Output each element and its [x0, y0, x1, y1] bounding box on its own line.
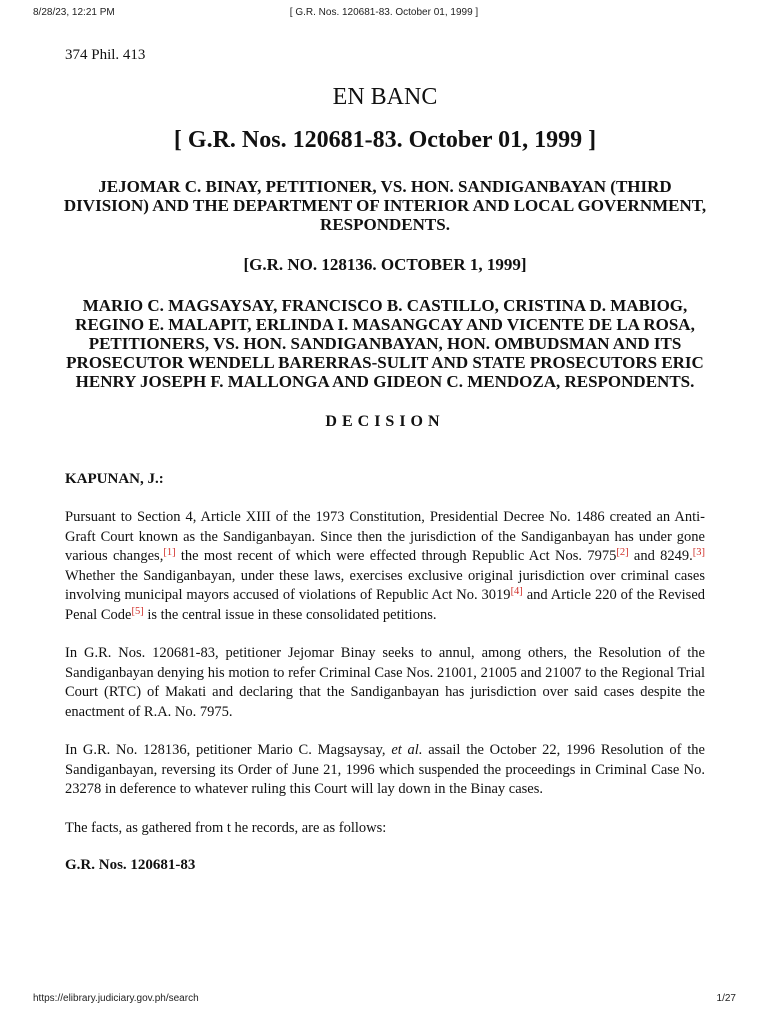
footnote-link-3[interactable]: [3] — [692, 547, 706, 558]
citation: 374 Phil. 413 — [65, 47, 146, 63]
paragraph-text: and Article 220 of the Revised Penal Code — [65, 587, 705, 623]
case-number-2: [G.R. NO. 128136. OCTOBER 1, 1999] — [243, 255, 527, 274]
footnote-link-2[interactable]: [2] — [616, 547, 629, 558]
paragraph-magsaysay — [65, 741, 705, 800]
document-body — [65, 47, 705, 874]
print-url: https://elibrary.judiciary.gov.ph/search — [33, 993, 199, 1004]
emphasis-text: et al. — [391, 742, 423, 758]
paragraph-text: Whether the Sandiganbayan, under these laws, exercises exclusive original jurisdiction over criminal cases involving municipal mayors accused of violations of Republic Act No. 3019 — [65, 567, 705, 603]
ponente: KAPUNAN, J.: — [65, 471, 164, 487]
paragraph-facts: The facts, as gathered from t he records, are as follows: — [65, 819, 387, 836]
paragraph-text: Pursuant to Section 4, Article XIII of the 1973 Constitution, Presidential Decree No. 1486 created an Anti-Graft Court known as the Sandiganbayan. Since then the jurisdiction of the Sandiganbayan has under gone various changes, — [65, 509, 705, 564]
section-subheading: G.R. Nos. 120681-83 — [65, 857, 196, 873]
print-page-number: 1/27 — [716, 993, 736, 1004]
footnote-link-5[interactable]: [5] — [131, 605, 144, 617]
footnote-link-1[interactable]: [1] — [163, 547, 176, 558]
parties-heading-2: MARIO C. MAGSAYSAY, FRANCISCO B. CASTILLO, CRISTINA D. MABIOG, REGINO E. MALAPIT, ERLINDA I. MASANGCAY AND VICENTE DE LA ROSA, PETITIONERS, VS. HON. SANDIGANBAYAN, HON. OMBUDSMAN AND ITS PROSECUTOR WENDELL BARERRAS-SULIT AND STATE PROSECUTORS ERIC HENRY JOSEPH F. MALLONGA AND GIDEON C. MENDOZA, RESPONDENTS. — [66, 296, 704, 391]
parties-heading-1: JEJOMAR C. BINAY, PETITIONER, VS. HON. SANDIGANBAYAN (THIRD DIVISION) AND THE DEPARTMENT OF INTERIOR AND LOCAL GOVERNMENT, RESPONDENTS. — [63, 177, 707, 234]
footnote-link-4[interactable]: [4] — [510, 586, 523, 597]
paragraph-intro — [65, 508, 705, 625]
paragraph-text: and 8249. — [628, 548, 693, 564]
print-footer — [0, 993, 768, 1007]
decision-heading: DECISION — [325, 413, 445, 430]
print-header — [0, 7, 768, 21]
paragraph-binay: In G.R. Nos. 120681-83, petitioner Jejomar Binay seeks to annul, among others, the Resolution of the Sandiganbayan denying his motion to refer Criminal Case Nos. 21001, 21005 and 21007 to the Regional Trial Court (RTC) of Makati and declaring that the Sandiganbayan has jurisdiction over said cases despite the enactment of R.A. No. 7975. — [65, 645, 705, 720]
case-number: [ G.R. Nos. 120681-83. October 01, 1999 ] — [173, 127, 597, 153]
paragraph-text: assail the October 22, 1996 Resolution of the Sandiganbayan, reversing its Order of June 21, 1996 which suspended the proceedings in Criminal Case No. 23278 in deference to whatever ruling this Court will lay down in the Binay cases. — [65, 742, 705, 797]
print-datetime: 8/28/23, 12:21 PM — [33, 7, 115, 18]
division-heading: EN BANC — [332, 84, 438, 110]
print-title: [ G.R. Nos. 120681-83. October 01, 1999 ] — [289, 7, 479, 18]
paragraph-text: is the central issue in these consolidated petitions. — [143, 606, 437, 623]
paragraph-text: the most recent of which were effected through Republic Act Nos. 7975 — [175, 548, 617, 564]
paragraph-text: In G.R. No. 128136, petitioner Mario C. Magsaysay, — [65, 742, 392, 758]
